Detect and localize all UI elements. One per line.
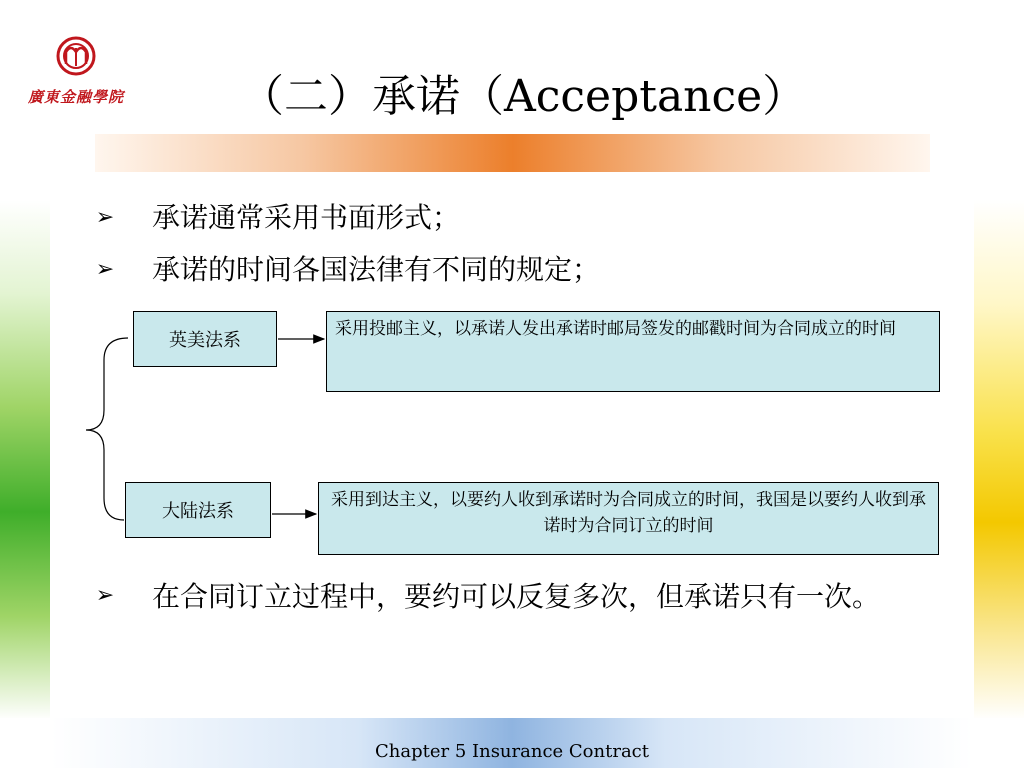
- logo-text: 廣東金融學院: [27, 88, 124, 106]
- footer-caption: Chapter 5 Insurance Contract: [374, 741, 649, 762]
- arrow-bullet-icon: ➢: [95, 583, 115, 608]
- mailbox-rule-box: 采用投邮主义，以承诺人发出承诺时邮局签发的邮戳时间为合同成立的时间: [326, 311, 940, 392]
- page-title: （二）承诺（Acceptance）: [240, 71, 807, 122]
- bullet-text: 承诺通常采用书面形式；: [152, 201, 461, 234]
- civil-law-box: 大陆法系: [125, 482, 271, 538]
- receipt-rule-box: 采用到达主义，以要约人收到承诺时为合同成立的时间，我国是以要约人收到承诺时为合同订立的时间: [318, 482, 939, 555]
- bullet-text: 承诺的时间各国法律有不同的规定；: [152, 253, 601, 286]
- common-law-box: 英美法系: [133, 311, 277, 367]
- brace-icon: [86, 338, 128, 520]
- bullet-text: 在合同订立过程中，要约可以反复多次，但承诺只有一次。: [152, 580, 881, 613]
- arrow-bullet-icon: ➢: [95, 205, 115, 230]
- arrow-bullet-icon: ➢: [95, 257, 115, 282]
